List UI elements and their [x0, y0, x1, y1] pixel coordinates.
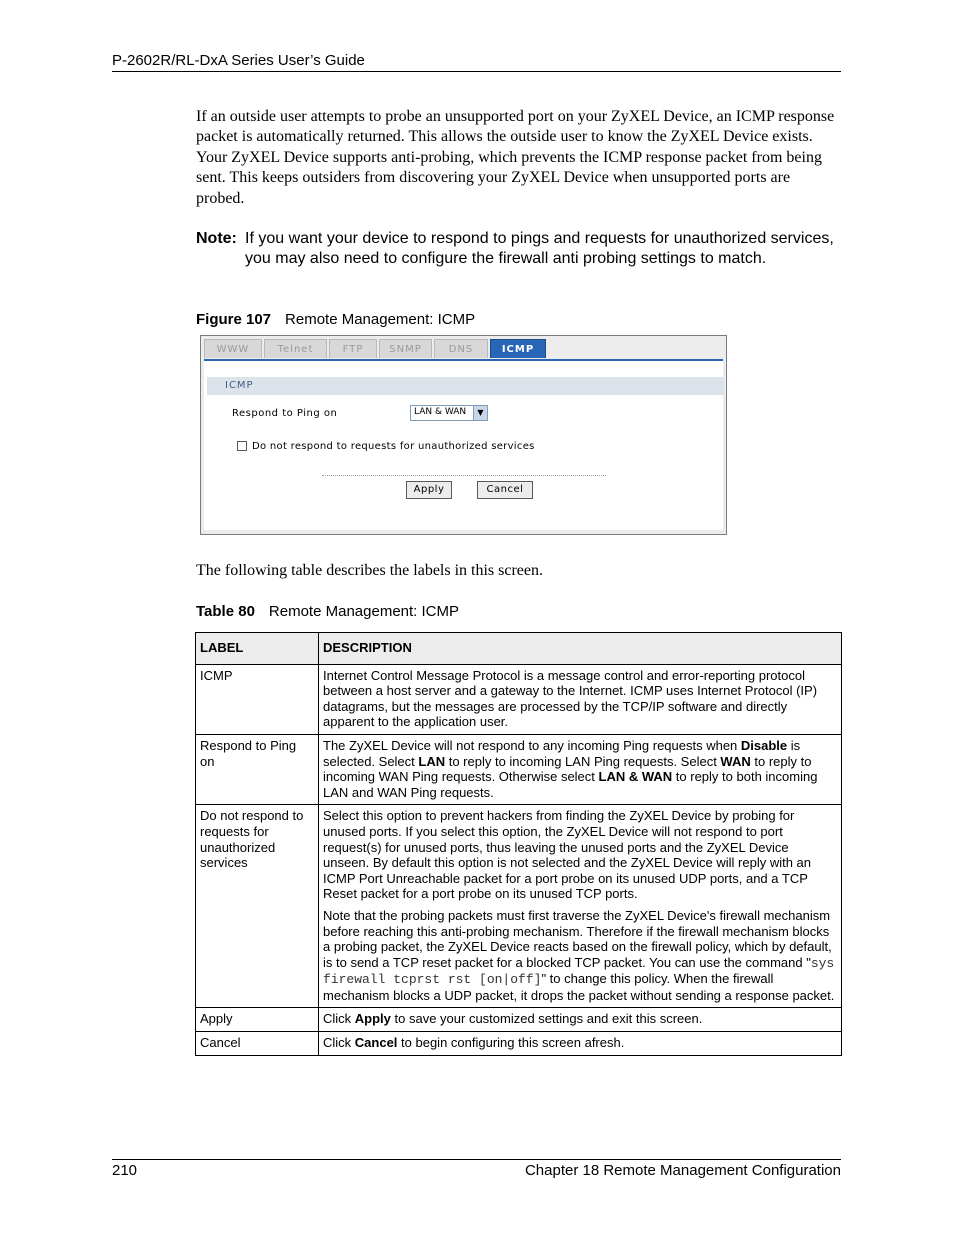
tab-snmp[interactable]: SNMP: [379, 339, 432, 358]
figure-label: Figure 107: [196, 311, 272, 328]
table-row: [196, 1008, 842, 1032]
section-title: ICMP: [225, 380, 254, 391]
table-row: [196, 805, 842, 1008]
respond-select-value: LAN & WAN: [414, 407, 467, 417]
page-number: 210: [112, 1162, 138, 1179]
header-description: DESCRIPTION: [319, 633, 842, 665]
figure-caption: [196, 311, 475, 328]
icmp-screenshot: [200, 335, 727, 535]
chevron-down-icon: ▼: [473, 406, 487, 420]
checkbox-label: Do not respond to requests for unauthorized services: [252, 441, 535, 452]
tab-bar: [204, 339, 548, 358]
header-label: LABEL: [196, 633, 319, 665]
tab-icmp[interactable]: ICMP: [490, 339, 546, 358]
following-text: The following table describes the labels in this screen.: [196, 562, 544, 579]
row-description: Click Cancel to begin configuring this screen afresh.: [319, 1032, 842, 1056]
row-description: Click Apply to save your customized settings and exit this screen.: [319, 1008, 842, 1032]
section-bar: [207, 377, 724, 395]
table-title: Remote Management: ICMP: [268, 603, 459, 620]
row-label: ICMP: [196, 664, 319, 734]
table-caption: [196, 603, 459, 620]
intro-paragraph: If an outside user attempts to probe an unsupported port on your ZyXEL Device, an ICMP response packet is automatically returned. This allows the outside user to know the ZyXEL Device exists. Your ZyXEL Device supports anti-probing, which prevents the ICMP response packet from being sent. This keeps outsiders from discovering your ZyXEL Device when unsupported ports are probed.: [196, 108, 835, 207]
footer-rule: [112, 1159, 841, 1160]
tab-ftp[interactable]: FTP: [329, 339, 377, 358]
figure-title: Remote Management: ICMP: [285, 311, 476, 328]
note-label: Note:: [196, 230, 237, 247]
chapter-title: Chapter 18 Remote Management Configuration: [524, 1162, 841, 1179]
tab-dns[interactable]: DNS: [434, 339, 488, 358]
table-header-row: [196, 633, 842, 665]
table-row: [196, 734, 842, 804]
row-description: The ZyXEL Device will not respond to any incoming Ping requests when Disable is selected. Select LAN to reply to incoming LAN Ping requests. Select WAN to reply to incoming WAN Ping requests. Otherwise select LAN & WAN to reply to both incoming LAN and WAN Ping requests.: [319, 734, 842, 804]
row-description: [319, 805, 842, 1008]
command-text: sys firewall tcprst rst [on|off]: [323, 955, 835, 988]
running-header: P-2602R/RL-DxA Series User’s Guide: [112, 52, 365, 69]
note-text: If you want your device to respond to pings and requests for unauthorized services, you may also need to configure the firewall anti probing settings to match.: [245, 230, 834, 268]
icmp-panel: [204, 359, 723, 530]
table-row: [196, 664, 842, 734]
tab-www[interactable]: WWW: [204, 339, 262, 358]
row-label: Cancel: [196, 1032, 319, 1056]
tab-telnet[interactable]: Telnet: [264, 339, 327, 358]
table-label: Table 80: [196, 603, 255, 620]
cancel-button[interactable]: Cancel: [477, 481, 533, 499]
row-label: Respond to Ping on: [196, 734, 319, 804]
unauthorized-checkbox[interactable]: [237, 441, 247, 451]
row-description: Internet Control Message Protocol is a message control and error-reporting protocol between a host server and a gateway to the Internet. ICMP uses Internet Protocol (IP) datagrams, but the messages are processed by the TCP/IP software and directly apparent to the application user.: [319, 664, 842, 734]
row-label: Apply: [196, 1008, 319, 1032]
divider: [322, 475, 606, 476]
row-label: Do not respond to requests for unauthorized services: [196, 805, 319, 1008]
respond-select[interactable]: [410, 405, 488, 421]
apply-button[interactable]: Apply: [406, 481, 452, 499]
respond-label: Respond to Ping on: [232, 408, 338, 419]
desc-paragraph-2: Note that the probing packets must first traverse the ZyXEL Device's firewall mechanism before reaching this anti-probing mechanism. Therefore if the firewall mechanism blocks a probing packet, the ZyXEL Device reacts based on the firewall policy, which by default, is to send a TCP reset packet for a blocked TCP packet. You can use the command "sys firewall tcprst rst [on|off]" to change this policy. When the firewall mechanism blocks a UDP packet, it drops the packet without sending a response packet.: [323, 907, 835, 1003]
desc-paragraph-1: Select this option to prevent hackers from finding the ZyXEL Device by probing for unused ports. If you select this option, the ZyXEL Device will not respond to port request(s) for unused ports, thus leaving the unused ports and the ZyXEL Device unseen. By default this option is not selected and the ZyXEL Device will reply with an ICMP Port Unreachable packet for a port probe on its unused UDP ports, and a TCP Reset packet for a port probe on its unused TCP ports.: [323, 808, 812, 902]
header-rule: [112, 71, 841, 72]
description-table: [195, 632, 842, 1056]
note-block: [196, 229, 842, 270]
table-row: [196, 1032, 842, 1056]
